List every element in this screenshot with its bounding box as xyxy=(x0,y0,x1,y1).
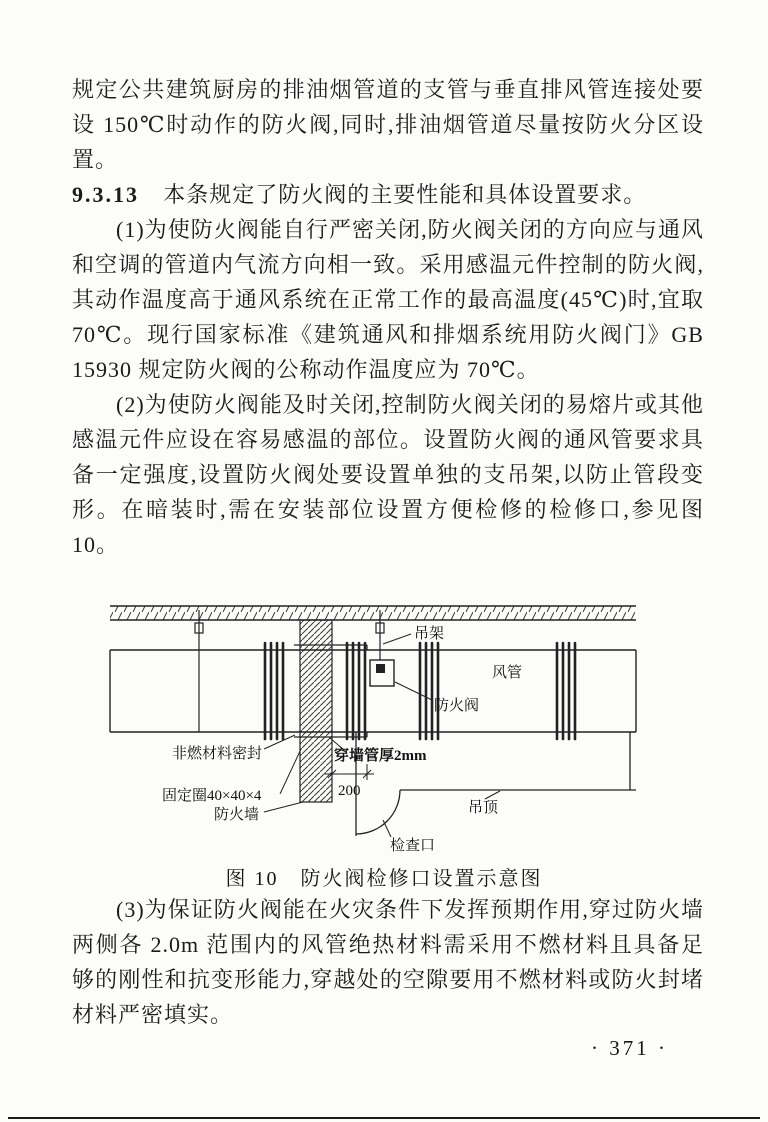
label-dim-200: 200 xyxy=(338,783,361,799)
fire-wall-shape xyxy=(300,620,332,802)
diagram-labels xyxy=(162,624,522,854)
section-body-text: 本条规定了防火阀的主要性能和具体设置要求。 xyxy=(163,182,647,207)
figure-10 xyxy=(104,598,664,856)
label-fire-damper: 防火阀 xyxy=(434,698,480,714)
label-hanger: 吊架 xyxy=(414,626,445,642)
label-seal: 非燃材料密封 xyxy=(172,746,263,762)
label-ceiling: 吊顶 xyxy=(468,800,499,816)
paragraph-item-1: (1)为使防火阀能自行严密关闭,防火阀关闭的方向应与通风和空调的管道内气流方向相一致。采用感温元件控制的防火阀,其动作温度高于通风系统在正常工作的最高温度(45℃)时,宜取 70℃。现行国家标准《建筑通风和排烟系统用防火阀门》GB 15930 规定防火阀的公称动作温度应为 70℃。 xyxy=(72,217,704,382)
scan-artifact-line xyxy=(8,1117,760,1119)
paragraph-continuation: 规定公共建筑厨房的排油烟管道的支管与垂直排风管连接处要设 150℃时动作的防火阀,同时,排油烟管道尽量按防火分区设置。 xyxy=(72,77,704,172)
body-text-lower xyxy=(72,892,704,1038)
label-fire-wall: 防火墙 xyxy=(214,807,260,823)
label-sleeve: 穿墙管厚2mm xyxy=(334,748,427,764)
body-text-upper xyxy=(72,72,704,598)
figure-10-diagram xyxy=(104,598,649,856)
fire-damper-shape xyxy=(370,660,394,686)
suspended-ceiling-shape xyxy=(400,732,636,790)
page-number: · 371 · xyxy=(591,1036,668,1060)
label-duct: 风管 xyxy=(492,665,523,681)
figure-caption: 图 10 防火阀检修口设置示意图 xyxy=(225,868,543,890)
hanger-rods xyxy=(195,610,384,732)
paragraph-item-3: (3)为保证防火阀能在火灾条件下发挥预期作用,穿过防火墙两侧各 2.0m 范围内的风管绝热材料需采用不燃材料且具备足够的刚性和抗变形能力,穿越处的空隙要用不燃材料或防火封堵材料严密填实。 xyxy=(72,897,704,1027)
paragraph-item-2: (2)为使防火阀能及时关闭,控制防火阀关闭的易熔片或其他感温元件应设在容易感温的部位。设置防火阀的通风管要求具备一定强度,设置防火阀处要设置单独的支吊架,以防止管段变形。在暗装时,需在安装部位设置方便检修的检修口,参见图 10。 xyxy=(72,392,704,557)
dimension-200 xyxy=(325,764,374,780)
section-heading-paragraph xyxy=(72,177,704,212)
label-fixing-ring: 固定圈40×40×4 xyxy=(162,788,262,804)
section-number: 9.3.13 xyxy=(72,182,139,207)
ceiling-slab xyxy=(110,606,636,620)
label-inspection: 检查口 xyxy=(390,838,436,854)
